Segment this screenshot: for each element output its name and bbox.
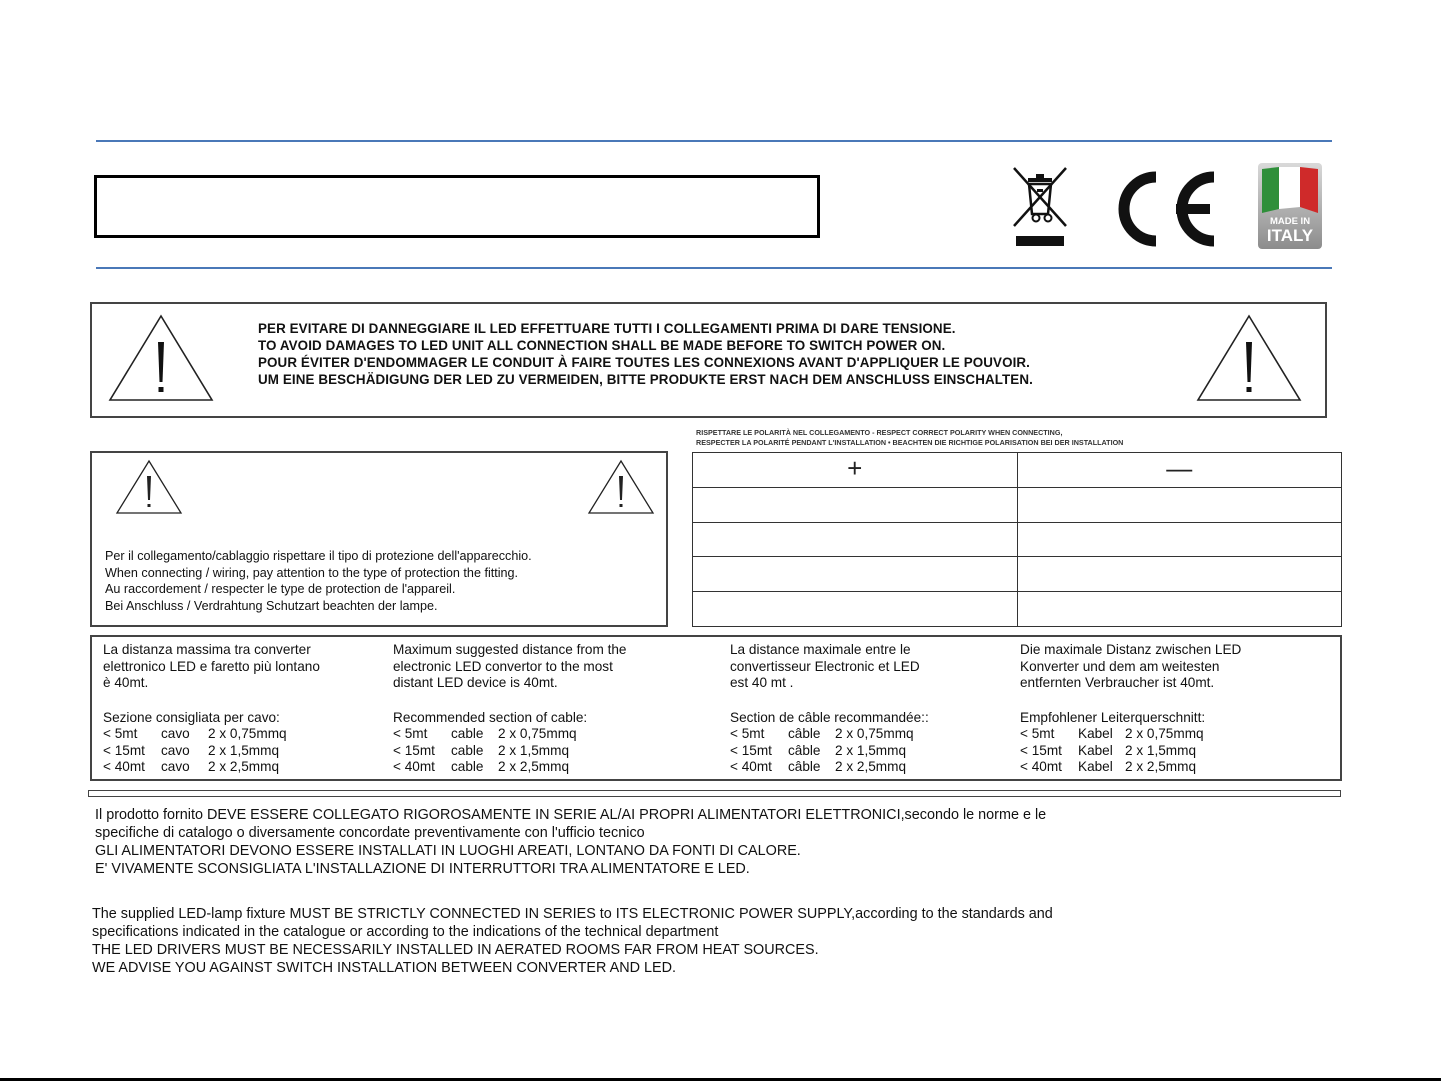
top-rule <box>96 140 1332 142</box>
cable-word: câble <box>788 742 821 758</box>
distance-column-en <box>393 642 626 776</box>
distance-text: electronic LED convertor to the most <box>393 658 613 674</box>
cable-value: 2 x 1,5mmq <box>498 742 570 758</box>
cable-value: 2 x 0,75mmq <box>835 726 914 741</box>
italy-label: ITALY <box>1266 226 1314 245</box>
warning-line: TO AVOID DAMAGES TO LED UNIT ALL CONNECTION SHALL BE MADE BEFORE TO SWITCH POWER ON. <box>258 338 946 353</box>
cable-value: 2 x 2,5mmq <box>835 759 907 774</box>
polarity-cell <box>1017 487 1342 522</box>
cable-row <box>730 743 929 760</box>
warning-line: PER EVITARE DI DANNEGGIARE IL LED EFFETTUARE TUTTI I COLLEGAMENTI PRIMA DI DARE TENSIONE. <box>258 321 956 336</box>
cable-length: < 40mt <box>103 759 145 774</box>
note-line: specifications indicated in the catalogue or according to the indications of the technical department <box>92 924 719 940</box>
cable-word: Kabel <box>1078 742 1113 758</box>
cable-length: < 40mt <box>393 759 435 774</box>
cable-word: cable <box>451 759 484 774</box>
cable-value: 2 x 2,5mmq <box>208 759 280 774</box>
distance-text: è 40mt. <box>103 675 149 690</box>
distance-text: Die maximale Distanz zwischen LED <box>1020 642 1242 657</box>
note-line: E' VIVAMENTE SCONSIGLIATA L'INSTALLAZIONE DI INTERRUTTORI TRA ALIMENTATORE E LED. <box>95 861 750 877</box>
cable-word: câble <box>788 759 821 774</box>
polarity-symbol-row <box>693 453 1342 488</box>
distance-text: entfernten Verbraucher ist 40mt. <box>1020 675 1215 690</box>
cable-row <box>103 759 320 776</box>
cable-row <box>393 759 626 776</box>
cable-row <box>393 743 626 760</box>
cable-row <box>103 726 320 743</box>
protection-line: Bei Anschluss / Verdrahtung Schutzart beachten der lampe. <box>105 598 438 613</box>
cable-word: Kabel <box>1078 726 1113 741</box>
cable-value: 2 x 2,5mmq <box>498 759 570 774</box>
cable-value: 2 x 0,75mmq <box>208 726 287 741</box>
polarity-header-line: RESPECTER LA POLARITÉ PENDANT L'INSTALLATION • BEACHTEN DIE RICHTIGE POLARISATION BEI DER INSTALLATION <box>696 438 1124 447</box>
cable-length: < 40mt <box>730 759 772 774</box>
cable-length: < 15mt <box>1020 742 1062 758</box>
notes-italian <box>95 806 1046 878</box>
distance-text: Maximum suggested distance from the <box>393 642 627 657</box>
polarity-header <box>696 428 1123 448</box>
protection-text <box>105 548 532 614</box>
cable-word: cavo <box>161 726 190 741</box>
cable-row <box>393 726 626 743</box>
cable-row <box>730 759 929 776</box>
polarity-cell <box>1017 592 1342 627</box>
polarity-cell <box>693 557 1018 592</box>
cable-length: < 15mt <box>103 742 145 758</box>
section-divider <box>88 790 1341 797</box>
warning-triangle-icon <box>1194 312 1304 404</box>
cable-row <box>103 743 320 760</box>
note-line: THE LED DRIVERS MUST BE NECESSARILY INSTALLED IN AERATED ROOMS FAR FROM HEAT SOURCES. <box>92 942 819 958</box>
cable-word: câble <box>788 726 821 741</box>
polarity-cell <box>693 522 1018 557</box>
polarity-row <box>693 487 1342 522</box>
cable-length: < 15mt <box>393 742 435 758</box>
cable-length: < 40mt <box>1020 759 1062 774</box>
warning-line: UM EINE BESCHÄDIGUNG DER LED ZU VERMEIDEN, BITTE PRODUKTE ERST NACH DEM ANSCHLUSS EINSCHALTEN. <box>258 372 1033 387</box>
polarity-row <box>693 522 1342 557</box>
distance-text: est 40 mt . <box>730 675 794 690</box>
polarity-minus-cell <box>1017 453 1342 488</box>
cable-value: 2 x 2,5mmq <box>1125 759 1197 774</box>
cable-length: < 5mt <box>730 726 765 741</box>
distance-text: Konverter und dem am weitesten <box>1020 658 1220 674</box>
cable-word: cable <box>451 726 484 741</box>
polarity-table <box>692 452 1342 627</box>
cable-length: < 5mt <box>103 726 138 741</box>
header-bottom-rule <box>96 267 1332 269</box>
warning-triangle-small-icon <box>586 458 656 516</box>
distance-text: La distanza massima tra converter <box>103 642 311 657</box>
note-line: GLI ALIMENTATORI DEVONO ESSERE INSTALLATI IN LUOGHI AREATI, LONTANO DA FONTI DI CALORE. <box>95 843 801 859</box>
section-title: Empfohlener Leiterquerschnitt: <box>1020 709 1206 725</box>
cable-row <box>730 726 929 743</box>
polarity-header-line: RISPETTARE LE POLARITÀ NEL COLLEGAMENTO - RESPECT CORRECT POLARITY WHEN CONNECTING, <box>696 428 1063 437</box>
cable-value: 2 x 1,5mmq <box>208 742 280 758</box>
note-line: The supplied LED-lamp fixture MUST BE STRICTLY CONNECTED IN SERIES to ITS ELECTRONIC POWER SUPPLY,according to the standards and <box>92 906 1053 922</box>
minus-sign: — <box>1166 452 1193 483</box>
warning-triangle-small-icon <box>114 458 184 516</box>
polarity-row <box>693 592 1342 627</box>
cable-value: 2 x 1,5mmq <box>835 742 907 758</box>
plus-sign: + <box>847 452 863 483</box>
cable-word: cavo <box>161 759 190 774</box>
cable-length: < 5mt <box>393 726 428 741</box>
distance-text: distant LED device is 40mt. <box>393 675 558 690</box>
polarity-cell <box>693 592 1018 627</box>
distance-column-it <box>103 642 320 776</box>
warning-line: POUR ÉVITER D'ENDOMMAGER LE CONDUIT À FAIRE TOUTES LES CONNEXIONS AVANT D'APPLIQUER LE POUVOIR. <box>258 355 1030 370</box>
cable-row <box>1020 759 1241 776</box>
protection-line: Per il collegamento/cablaggio rispettare il tipo di protezione dell'apparecchio. <box>105 549 532 563</box>
cable-value: 2 x 0,75mmq <box>498 726 577 741</box>
distance-text: convertisseur Electronic et LED <box>730 658 920 674</box>
cable-word: cable <box>451 742 484 758</box>
cable-length: < 15mt <box>730 742 772 758</box>
polarity-cell <box>1017 557 1342 592</box>
cable-row <box>1020 726 1241 743</box>
warning-triangle-icon <box>106 312 216 404</box>
note-line: WE ADVISE YOU AGAINST SWITCH INSTALLATION BETWEEN CONVERTER AND LED. <box>92 960 676 976</box>
distance-column-fr <box>730 642 929 776</box>
section-title: Sezione consigliata per cavo: <box>103 709 280 725</box>
warning-text <box>258 320 1033 388</box>
section-title: Recommended section of cable: <box>393 709 588 725</box>
polarity-cell <box>1017 522 1342 557</box>
section-title: Section de câble recommandée:: <box>730 709 929 725</box>
distance-text: elettronico LED e faretto più lontano <box>103 658 320 674</box>
made-in-label: MADE IN <box>1269 216 1311 227</box>
cable-value: 2 x 1,5mmq <box>1125 742 1197 758</box>
cable-word: cavo <box>161 742 190 758</box>
note-line: specifiche di catalogo o diversamente concordate preventivamente con l'ufficio tecnico <box>95 825 645 841</box>
polarity-plus-cell <box>693 453 1018 488</box>
protection-line: When connecting / wiring, pay attention to the type of protection the fitting. <box>105 565 519 580</box>
notes-english <box>92 905 1053 977</box>
cable-value: 2 x 0,75mmq <box>1125 726 1204 741</box>
distance-text: La distance maximale entre le <box>730 642 911 657</box>
cable-word: Kabel <box>1078 759 1113 774</box>
weee-crossed-bin-icon <box>1008 164 1072 250</box>
polarity-cell <box>693 487 1018 522</box>
note-line: Il prodotto fornito DEVE ESSERE COLLEGATO RIGOROSAMENTE IN SERIE AL/AI PROPRI ALIMENTATORI ELETTRONICI,secondo le norme e le <box>95 807 1047 823</box>
polarity-row <box>693 557 1342 592</box>
protection-line: Au raccordement / respecter le type de protection de l'appareil. <box>105 582 456 596</box>
cable-length: < 5mt <box>1020 726 1055 741</box>
product-title-box <box>94 175 820 238</box>
distance-column-de <box>1020 642 1241 776</box>
cable-row <box>1020 743 1241 760</box>
ce-mark-icon <box>1108 167 1224 251</box>
